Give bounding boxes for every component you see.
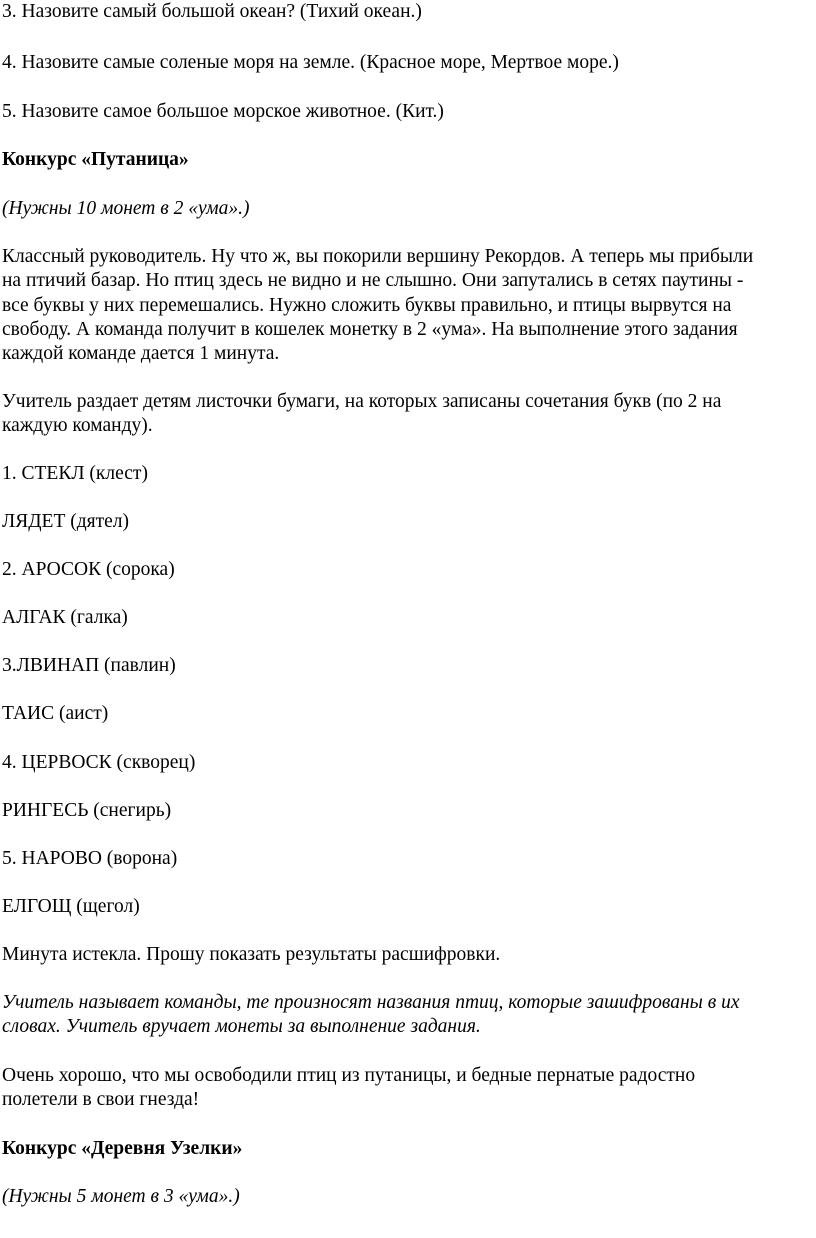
teacher-speech-line: все буквы у них перемешались. Нужно сложить буквы правильно, и птицы вырвутся на [2,295,732,316]
anagram-item: ТАИС (аист) [2,703,109,724]
anagram-item: 1. СТЕКЛ (клест) [2,463,148,484]
teacher-note-line: Учитель называет команды, те произносят названия птиц, которые зашифрованы в их [2,992,740,1013]
contest-uzelki-requirement: (Нужны 5 монет в 3 «ума».) [2,1186,240,1207]
contest-uzelki-title: Конкурс «Деревня Узелки» [2,1138,243,1159]
question-5: 5. Назовите самое большое морское животное. (Кит.) [2,101,444,122]
teacher-note-line: словах. Учитель вручает монеты за выполнение задания. [2,1016,481,1037]
anagram-item: 2. АРОСОК (сорока) [2,559,175,580]
anagram-item: 4. ЦЕРВОСК (скворец) [2,752,196,773]
anagram-item: ЛЯДЕТ (дятел) [2,511,130,532]
instruction-line: каждую команду). [2,415,153,436]
anagram-item: 5. НАРОВО (ворона) [2,848,178,869]
question-4: 4. Назовите самые соленые моря на земле. (Красное море, Мертвое море.) [2,52,619,73]
anagram-item: АЛГАК (галка) [2,607,128,628]
anagram-item: 3.ЛВИНАП (павлин) [2,655,176,676]
closing-line: полетели в свои гнезда! [2,1089,200,1110]
closing-line: Очень хорошо, что мы освободили птиц из путаницы, и бедные пернатые радостно [2,1065,696,1086]
instruction-line: Учитель раздает детям листочки бумаги, на которых записаны сочетания букв (по 2 на [2,391,722,412]
anagram-item: ЕЛГОЩ (щегол) [2,896,140,917]
contest-putanitsa-requirement: (Нужны 10 монет в 2 «ума».) [2,198,250,219]
teacher-speech-line: Классный руководитель. Ну что ж, вы покорили вершину Рекордов. А теперь мы прибыли [2,246,754,267]
anagram-item: РИНГЕСЬ (снегирь) [2,800,172,821]
minute-over-text: Минута истекла. Прошу показать результаты расшифровки. [2,944,501,965]
question-3: 3. Назовите самый большой океан? (Тихий океан.) [2,1,422,22]
contest-putanitsa-title: Конкурс «Путаница» [2,149,189,170]
teacher-speech-line: каждой команде дается 1 минута. [2,343,280,364]
teacher-speech-line: свободу. А команда получит в кошелек монетку в 2 «ума». На выполнение этого задания [2,319,738,340]
teacher-speech-line: на птичий базар. Но птиц здесь не видно и не слышно. Они запутались в сетях паутины - [2,270,744,291]
